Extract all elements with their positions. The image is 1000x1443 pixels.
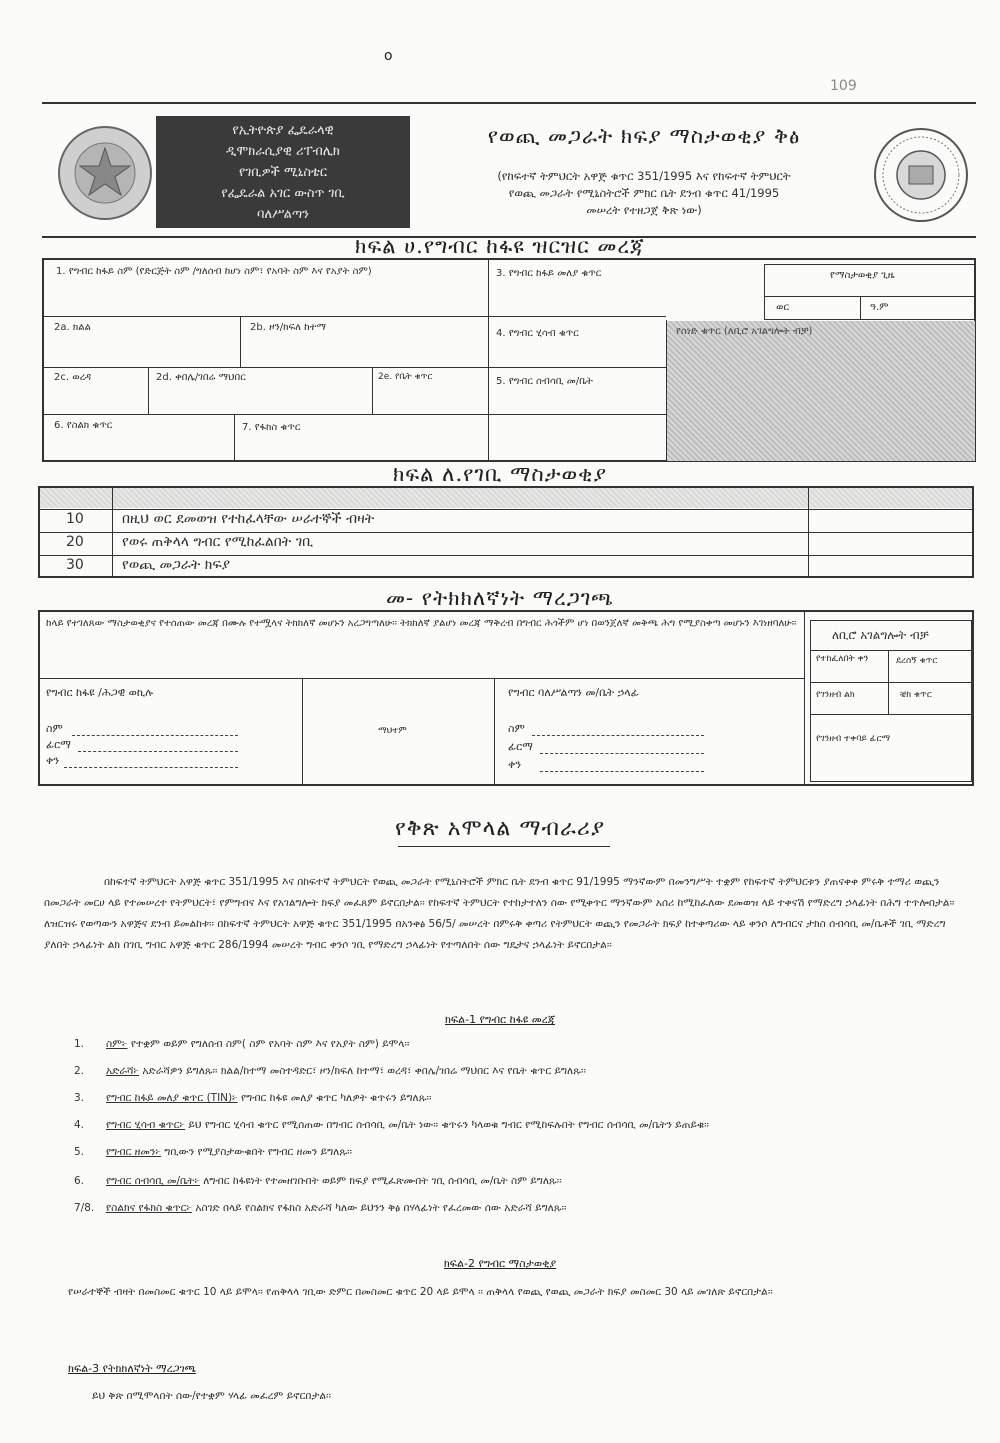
name-label: ስም bbox=[46, 722, 63, 735]
agency-line: የገቢዎች ሚኒስቴር bbox=[238, 165, 328, 180]
item-text: ይህ የግብር ሂሳብ ቁጥር የሚሰጠው በግብር ሰብሳቢ መ/ቤት ነው፡፡ ቁጥሩን ካላወቁ ግብር የሚከፍሉበት የግብር ሰብሳቢ መ/ቤትን ይጠይቁ፡፡ bbox=[185, 1119, 710, 1131]
item-number: 5. bbox=[74, 1146, 85, 1158]
tax-office-label: 5. የግብር ሰብሳቢ መ/ቤት bbox=[496, 376, 593, 387]
signature-label: ፊርማ bbox=[508, 740, 533, 753]
item-text: አስገድ በላይ የስልክና የፋክስ አድራሻ ካለው ይህንን ቅፅ በሃላፊነት የፈረመው ሰው አድራሻ ይግለጹ፡፡ bbox=[191, 1202, 567, 1214]
section-b-title: ክፍል ለ.የገቢ ማስታወቂያ bbox=[392, 462, 608, 486]
agency-line: የኢትዮጵያ ፌዴራላዊ bbox=[232, 123, 334, 138]
item-number: 2. bbox=[74, 1065, 85, 1077]
section-a-title: ክፍል ሀ.የግብር ከፋዩ ዝርዝር መረጃ bbox=[354, 234, 645, 258]
taxpayer-representative-label: የግብር ከፋዩ /ሕጋዊ ወኪሉ bbox=[46, 686, 153, 699]
item-term: አድራሻ፦ bbox=[106, 1065, 140, 1077]
list-item bbox=[74, 1065, 586, 1078]
year-label: ዓ.ም bbox=[870, 302, 889, 313]
item-text: የግብር ከፋዩ መለያ ቁጥር ካለዎት ቁጥሩን ይግለጹ፡፡ bbox=[237, 1092, 432, 1104]
subtitle-line: መሠረት የተዘጋጀ ቅጽ ነው) bbox=[586, 203, 702, 217]
form-subtitle bbox=[414, 168, 874, 219]
instructions-title: የቅጽ አሞላል ማብራሪያ bbox=[394, 816, 605, 841]
form-header bbox=[42, 102, 976, 238]
agency-line: ዲሞክራሲያዊ ሪፐብሊክ bbox=[226, 144, 340, 159]
cashier-signature-label: የገንዘብ ተቀባይ ፊርማ bbox=[816, 734, 891, 744]
zone-label: 2b. ዞን/ክፍለ ከተማ bbox=[250, 322, 327, 333]
receipt-number-label: ደረሰኝ ቁጥር bbox=[896, 656, 938, 666]
authority-seal-logo bbox=[872, 126, 970, 224]
house-number-label: 2e. የቤት ቁጥር bbox=[378, 372, 433, 382]
item-term: የግብር ዘመን፦ bbox=[106, 1146, 161, 1158]
page-mark: o bbox=[384, 48, 393, 64]
period-label: የማስታወቂያ ጊዜ bbox=[830, 270, 895, 281]
list-item bbox=[74, 1202, 566, 1215]
list-item bbox=[74, 1119, 709, 1132]
list-item bbox=[74, 1175, 562, 1188]
part2-text: የሠራተኞች ብዛት በመስመር ቁጥር 10 ላይ ይሞላ፡፡ የጠቅላላ ገቢው ድምር በመስመር ቁጥር 20 ላይ ይሞላ ፡፡ ጠቅላላ የወጪ የወጪ መጋራት ክፍያ መስመር 30 ላይ መገለጽ ይኖርበታል፡፡ bbox=[68, 1286, 773, 1298]
item-term: የግብር ሰብሳቢ መ/ቤት፦ bbox=[106, 1175, 200, 1187]
form-title: የወጪ መጋራት ክፍያ ማስታወቂያ ቅፅ bbox=[487, 124, 801, 148]
row-description: በዚህ ወር ደመወዝ የተከፈላቸው ሠራተኞች ብዛት bbox=[122, 511, 375, 527]
row-description: የወጪ መጋራት ክፍያ bbox=[122, 557, 231, 573]
item-number: 1. bbox=[74, 1038, 85, 1050]
agency-line: ባለሥልጣን bbox=[257, 207, 309, 222]
item-text: አድራሻዎን ይግለጹ፡፡ ክልል/ከተማ መስተዳድር፣ ዞን/ክፍለ ከተማ፣ ወረዳ፣ ቀበሌ/ገበሬ ማህበር እና የቤት ቁጥር ይግለጹ፡፡ bbox=[139, 1065, 586, 1077]
taxpayer-name-label: 1. የግብር ከፋይ ስም (የድርጅት ስም /ግለሰብ ከሆነ ስም፣ የአባት ስም እና የአያት ስም) bbox=[56, 266, 372, 277]
date-label: ቀን bbox=[46, 754, 60, 767]
item-number: 4. bbox=[74, 1119, 85, 1131]
document-number-label: የሰነድ ቁጥር (ለቢሮ አገልግሎት ብቻ) bbox=[676, 326, 813, 337]
row-code: 20 bbox=[66, 534, 84, 550]
agency-name-block bbox=[156, 116, 410, 228]
section-b-header-shading bbox=[40, 488, 972, 508]
part1-title: ክፍል-1 የግብር ከፋዩ መረጃ bbox=[444, 1013, 556, 1026]
tin-label: 3. የግብር ከፋይ መለያ ቁጥር bbox=[496, 268, 602, 279]
office-use-label: ለቢሮ አገልግሎት ብቻ bbox=[832, 628, 929, 642]
item-number: 6. bbox=[74, 1175, 85, 1187]
list-item bbox=[74, 1092, 431, 1105]
office-use-box bbox=[810, 620, 972, 782]
amount-label: የገንዘብ ልክ bbox=[816, 690, 855, 700]
section-c-title: መ- የትክክለኛነት ማረጋገጫ bbox=[386, 586, 614, 610]
region-label: 2a. ክልል bbox=[54, 322, 91, 333]
tax-account-label: 4. የግብር ሂሳብ ቁጥር bbox=[496, 328, 579, 339]
item-term: የግብር ከፋይ መለያ ቁጥር (TIN)፦ bbox=[106, 1092, 238, 1104]
kebele-label: 2d. ቀበሌ/ገበሬ ማህበር bbox=[156, 372, 246, 383]
agency-line: የፌዴራል አገር ውስጥ ገቢ bbox=[221, 186, 345, 201]
item-term: የስልክና የፋክስ ቁጥር፦ bbox=[106, 1202, 192, 1214]
list-item bbox=[74, 1146, 352, 1159]
date-label: ቀን bbox=[508, 758, 522, 771]
fax-label: 7. የፋክስ ቁጥር bbox=[242, 422, 301, 433]
month-label: ወር bbox=[776, 302, 789, 313]
signature-label: ፊርማ bbox=[46, 738, 71, 751]
item-term: የግብር ሂሳብ ቁጥር፦ bbox=[106, 1119, 186, 1131]
item-term: ስም፦ bbox=[106, 1038, 128, 1050]
stamp-label: ማህተም bbox=[378, 726, 407, 736]
check-number-label: ቼክ ቁጥር bbox=[900, 690, 932, 700]
authority-officer-label: የግብር ባለሥልጣን መ/ቤት ኃላፊ bbox=[508, 686, 639, 699]
row-code: 30 bbox=[66, 557, 84, 573]
page-number: 109 bbox=[830, 78, 857, 94]
office-use-hatched-block bbox=[667, 321, 975, 461]
national-emblem-logo bbox=[56, 124, 154, 222]
item-text: ግቢውን የሚያስታውቁበት የግብር ዘመን ይግለጹ፡፡ bbox=[160, 1146, 352, 1158]
payment-date-label: የተከፈለበት ቀን bbox=[816, 654, 869, 664]
item-number: 3. bbox=[74, 1092, 85, 1104]
row-description: የወሩ ጠቅላላ ግብር የሚከፈልበት ገቢ bbox=[122, 534, 314, 550]
part3-title: ክፍል-3 የትክክለኛነት ማረጋገጫ bbox=[68, 1362, 196, 1375]
instructions-intro: በከፍተኛ ትምህርት አዋጅ ቁጥር 351/1995 እና በከፍተኛ ትምህርት የወጪ መጋራት የሚኒስትሮች ምክር ቤት ደንብ ቁጥር 91/1995 ማንኛውም በመንግሥት ተቋም የከፍተኛ ትምህርቱን ያጠናቀቀ ምሩቅ ተማሪ ወጪን በመጋራት መርሀ ላይ የተመሠረተ የትምህርት፣ የምግብና እና የአገልግሎት ክፍያ መፈጸም ይኖርበታል፡፡ የከፍተኛ ትምህርት የተከታተለን ሰው የሚቀጥር ማንኛውም አሰሪ ከሚከፈለው ደመወዝ ላይ ተቀናሽ የማድረግ ኃላፊነት በሕግ ተጥሎበታል፡፡ ለዝርዝሩ የወጣውን አዋጅና ደንብ ይመልከቱ፡፡ በከፍተኛ ትምህርት አዋጅ ቁጥር 351/1995 በአንቀፅ 56/5/ መሠረት በምሩቅ ቀጣሪ የትምህርት ወጪን የመጋራት ክፍያ ከተቀጣሪው ላይ ቀንሶ ለግብርና ታክስ ሰብሳቢ መ/ቤቶች ገቢ ማድረግ ያለበት ኃላፊነት ልክ በገቢ ግብር አዋጅ ቁጥር 286/1994 መሠረት ግብር ቀንሶ ገቢ የማድረግ ኃላፊነት የተጣለበት ሰው ግዴታና ኃላፊነት ይኖርበታል፡፡ bbox=[44, 876, 955, 951]
part2-title: ክፍል-2 የግብር ማስታወቂያ bbox=[443, 1257, 557, 1270]
list-item bbox=[74, 1038, 409, 1051]
woreda-label: 2c. ወረዳ bbox=[54, 372, 92, 383]
item-text: ለግብር ከፋዩነት የተመዘገቡበት ወይም ክፍያ የሚፈጽሙበት ገቢ ሰብሳቢ መ/ቤት ስም ይግለጹ፡፡ bbox=[199, 1175, 562, 1187]
row-code: 10 bbox=[66, 511, 84, 527]
declaration-text: ከላይ የተገለጸው ማስታወቂያና የተሰጠው መረጃ በሙሉ የተሟላና ትክክለኛ መሆኑን አረጋግጣለሁ፡፡ ትክክለኛ ያልሆነ መረጃ ማቅረብ በግብር ሕጎችም ሆነ በወንጀለኛ መቅጫ ሕግ የሚያስቀጣ መሆኑን እገነዘባለሁ፡፡ bbox=[46, 618, 797, 629]
part3-text: ይህ ቅጽ በሚሞላበት ሰው/የተቋም ሃላፊ መፈረም ይኖርበታል፡፡ bbox=[92, 1390, 331, 1402]
name-label: ስም bbox=[508, 722, 525, 735]
phone-label: 6. የስልክ ቁጥር bbox=[54, 420, 113, 431]
subtitle-line: (የከፍተኛ ትምህርት አዋጅ ቁጥር 351/1995 እና የከፍተኛ ትምህርት bbox=[497, 169, 791, 183]
item-number: 7/8. bbox=[74, 1202, 95, 1214]
item-text: የተቋም ወይም የግለሰብ ስም( ስም የአባት ስም እና የአያት ስም) ይሞላ፡፡ bbox=[127, 1038, 410, 1050]
subtitle-line: የወጪ መጋራት የሚኒስትሮች ምክር ቤት ደንብ ቁጥር 41/1995 bbox=[508, 186, 780, 200]
